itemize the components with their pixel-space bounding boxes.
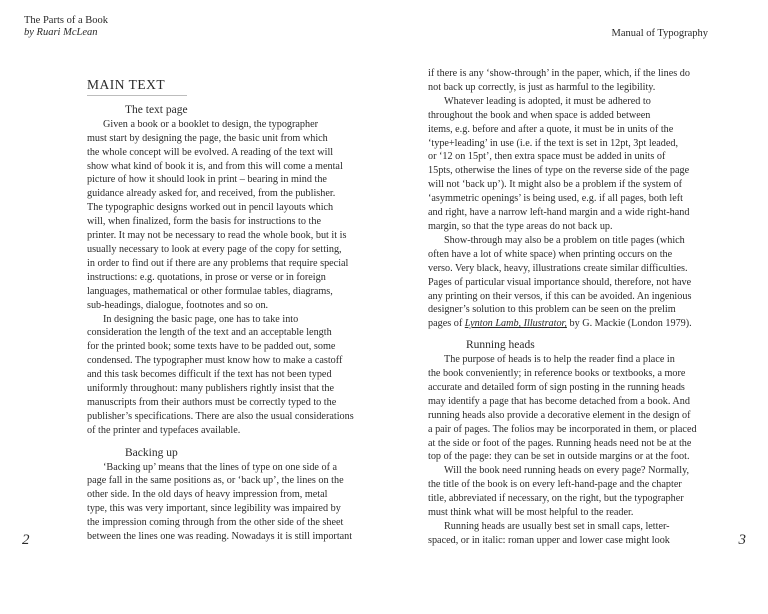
paragraph: [87, 313, 354, 438]
text-line: will not ‘back up’). It might also be a problem if the system of: [428, 179, 683, 191]
text-line: if there is any ‘show-through’ in the paper, which, if the lines do: [428, 68, 690, 79]
text-line: any printing on their versos, if this can be avoided. An ingenious: [428, 290, 692, 302]
text-line: languages, mathematical or other formulae tables, diagrams,: [87, 285, 333, 297]
text-line: guidance already asked for, and received, from the publisher.: [87, 188, 336, 200]
text-line: The typographic designs worked out in pencil layouts which: [87, 202, 334, 214]
text-line: type, this was very important, since legibility was impaired by: [87, 503, 341, 515]
subheading-text-page: The text page: [125, 103, 188, 116]
text-line: Pages of particular visual importance should, therefore, not have: [428, 276, 692, 288]
text-line: throughout the book and when space is added between: [428, 109, 651, 121]
text-line: must think what will be most helpful to the reader.: [428, 507, 634, 519]
text-line: publisher’s specifications. There are also the usual considerations: [87, 410, 354, 422]
paragraph: [428, 95, 696, 234]
text-line: instructions: e.g. quotations, in prose or verse or in foreign: [87, 271, 326, 283]
text-line: verso. Very black, heavy, illustrations create similar difficulties.: [428, 262, 688, 274]
paragraph: [428, 520, 696, 548]
text-line: not back up correctly, is just as harmful to the legibility.: [428, 81, 656, 93]
page-number-right: 3: [738, 532, 746, 548]
right-page-text: [428, 67, 696, 548]
running-head-right: Manual of Typography: [611, 28, 708, 39]
text-line: [428, 317, 696, 331]
text-line: and this task becomes difficult if the text has not been typed: [87, 369, 332, 381]
text-line: running heads also provide a decorative element in the design of: [428, 409, 691, 421]
book-author: by Ruari McLean: [24, 27, 98, 38]
text-line: for the printed book; some texts have to be padded out, some: [87, 341, 336, 353]
subheading-running-heads: Running heads: [466, 339, 535, 352]
text-line: must start by designing the page, the basic unit from which: [87, 132, 328, 144]
text-line: often have a lot of white space) when printing occurs on the: [428, 248, 673, 260]
subheading-backing-up: Backing up: [125, 446, 178, 459]
text-line: in order to find out if there are any problems that require special: [87, 257, 349, 269]
text-line: printer. It may not be necessary to read the whole book, but it is: [87, 230, 347, 242]
text-line: a pair of pages. The folios may be incorporated in them, or placed: [428, 423, 697, 435]
section-title: MAIN TEXT: [87, 78, 187, 96]
text-line: spaced, or in italic: roman upper and lower case might look: [428, 534, 670, 546]
text-line: picture of how it should look in print – bearing in mind the: [87, 174, 327, 186]
text-line: designer’s solution to this problem can be seen on the prelim: [428, 304, 676, 316]
text-line: The purpose of heads is to help the reader find a place in: [444, 354, 675, 366]
running-head-left: [24, 15, 108, 39]
text-line: top of the page: they can be set in outside margins or at the foot.: [428, 451, 690, 463]
text-line: Running heads are usually best set in small caps, letter-: [444, 521, 670, 532]
text-fragment: pages of: [428, 318, 465, 330]
paragraph: [428, 353, 696, 464]
text-line: sub-headings, dialogue, footnotes and so on.: [87, 299, 269, 311]
text-line: Whatever leading is adopted, it must be adhered to: [444, 95, 651, 107]
text-line: condensed. The typographer must know how to make a castoff: [87, 355, 343, 367]
text-line: of the printer and typefaces available.: [87, 424, 241, 436]
text-line: title, abbreviated if necessary, on the right, but the typographer: [428, 493, 684, 505]
page-number-left: 2: [22, 532, 30, 548]
text-line: and right, have a narrow left-hand margin and a wide right-hand: [428, 207, 690, 219]
text-line: other side. In the old days of heavy impression from, metal: [87, 489, 328, 501]
text-line: or ‘12 on 15pt’, then extra space must be added in units of: [428, 151, 666, 163]
text-line: consideration the length of the text and an acceptable length: [87, 327, 332, 339]
book-title: The Parts of a Book: [24, 15, 108, 26]
text-line: the impression coming through from the other side of the sheet: [87, 517, 344, 529]
text-fragment: by G. Mackie (London 1979).: [566, 318, 692, 330]
text-line: may identify a page that has become detached from a book. And: [428, 395, 690, 407]
text-line: usually necessary to look at every page of the copy for setting,: [87, 243, 342, 255]
text-line: at the side or foot of the pages. Running heads need not be at the: [428, 437, 692, 449]
text-line: the book conveniently; in reference books or textbooks, a more: [428, 368, 686, 380]
text-line: manuscripts from their authors must be correctly typed to the: [87, 396, 337, 408]
text-line: Will the book need running heads on every page? Normally,: [444, 465, 690, 477]
paragraph: [87, 118, 347, 313]
text-line: accurate and detailed form of sign posting in the running heads: [428, 381, 685, 393]
paragraph: [428, 67, 696, 95]
text-line: the whole concept will be evolved. A reading of the text will: [87, 146, 334, 158]
book-title-link[interactable]: Lynton Lamb, Illustrator,: [464, 318, 567, 330]
text-line: the title of the book is on every left-hand-page and the chapter: [428, 479, 682, 491]
text-line: page fall in the same positions as, or ‘back up’, the lines on the: [87, 475, 344, 487]
text-line: uniformly throughout: many publishers rightly insist that the: [87, 383, 335, 395]
text-line: margin, so that the type areas do not back up.: [428, 220, 613, 232]
paragraph: [87, 461, 353, 544]
text-line: ‘asymmetric openings’ is being used, e.g. if all pages, both left: [428, 193, 683, 205]
text-line: will, when finalized, form the basis for instructions to the: [87, 216, 321, 228]
paragraph: [428, 464, 696, 520]
text-line: items, e.g. before and after a quote, it must be in units of the: [428, 123, 674, 135]
text-line: ‘Backing up’ means that the lines of type on one side of a: [103, 461, 338, 473]
text-line: Show-through may also be a problem on title pages (which: [444, 234, 685, 246]
text-line: show what kind of book it is, and from this will come a mental: [87, 160, 343, 172]
text-line: 15pts, otherwise the lines of type on the reverse side of the page: [428, 165, 690, 177]
text-line: Given a book or a booklet to design, the typographer: [103, 118, 319, 130]
paragraph: [428, 234, 696, 331]
text-line: ‘type+leading’ in use (i.e. if the text is set in 12pt, 3pt leaded,: [428, 137, 678, 149]
text-line: between the lines one was reading. Nowadays it is still important: [87, 531, 353, 543]
text-line: In designing the basic page, one has to take into: [103, 313, 299, 325]
left-page-text: [87, 77, 354, 544]
